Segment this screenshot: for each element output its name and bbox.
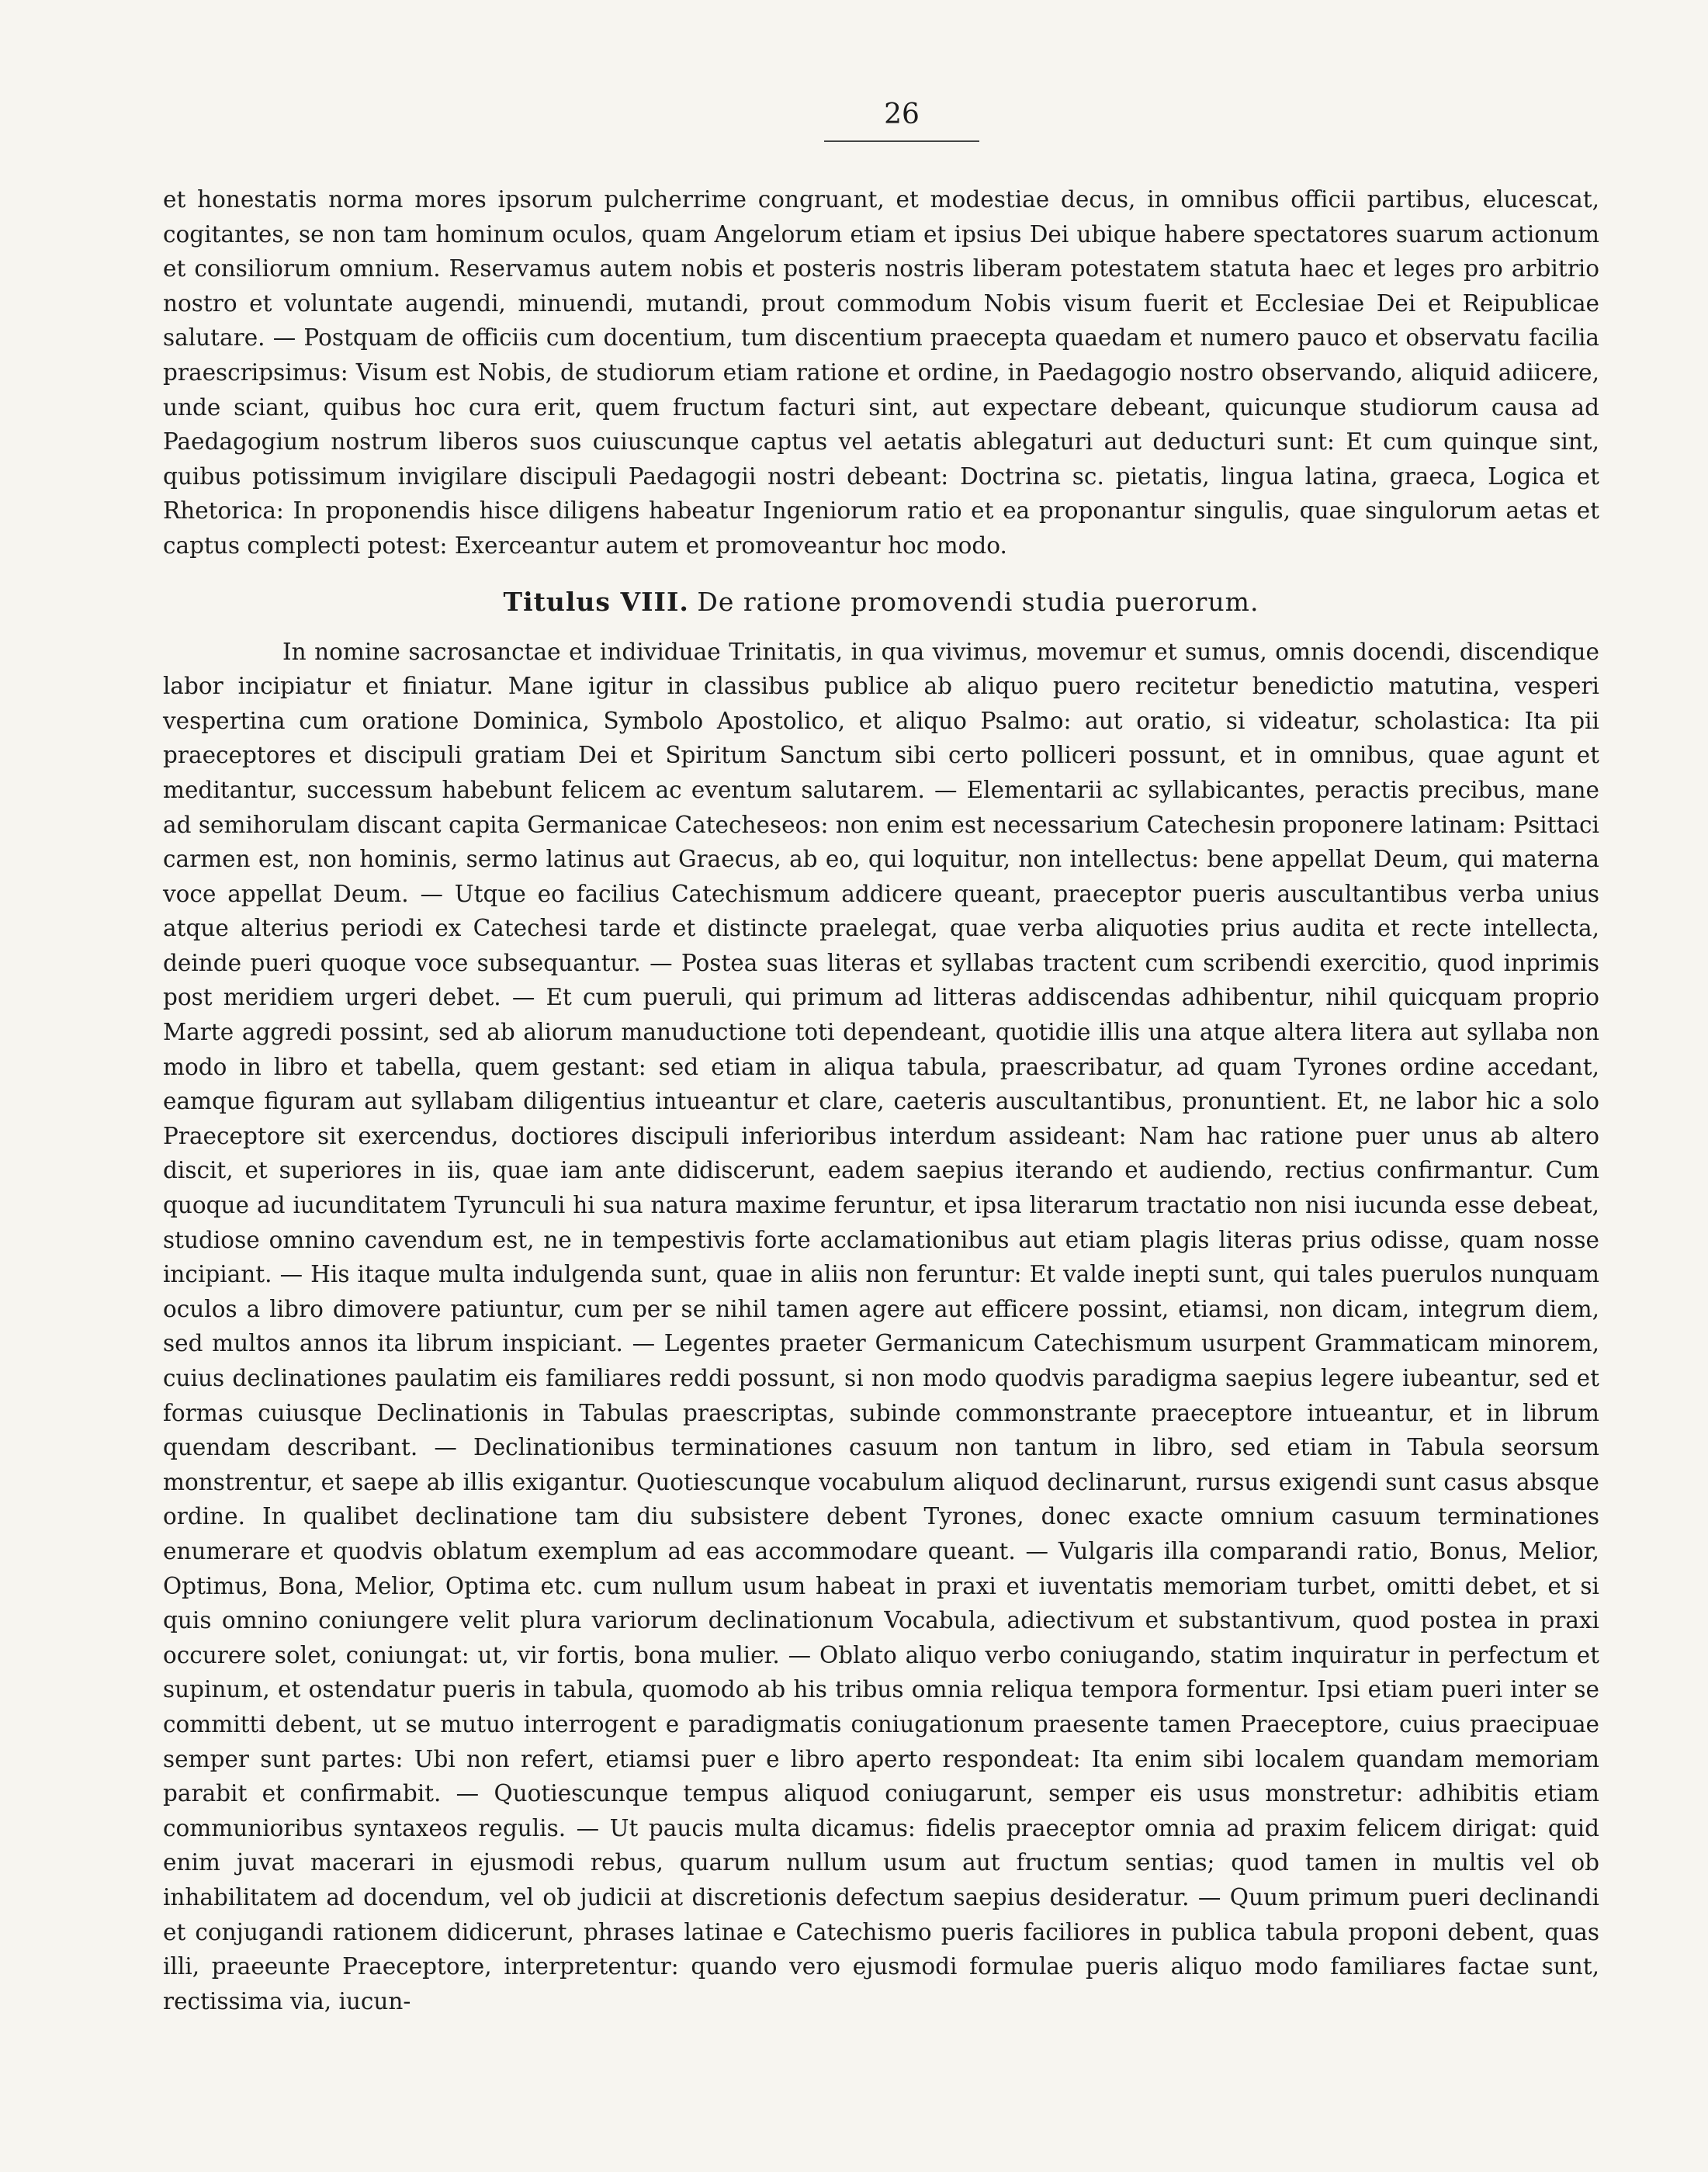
page-number: 26 bbox=[824, 97, 979, 142]
section-title-label: Titulus VIII. bbox=[503, 586, 689, 617]
section-title bbox=[163, 585, 1599, 619]
intro-paragraph: et honestatis norma mores ipsorum pulcherrime congruant, et modestiae decus, in omnibus officii partibus, elucescat, cogitantes, se non tam hominum oculos, quam Angelorum etiam et ipsius Dei ubique habere spectatores suarum actionum et consiliorum omnium. Reservamus autem nobis et posteris nostris liberam potestatem statuta haec et leges pro arbitrio nostro et voluntate augendi, minuendi, mutandi, prout commodum Nobis visum fuerit et Ecclesiae Dei et Reipublicae salutare. — Postquam de officiis cum docentium, tum discentium praecepta quaedam et numero pauco et observatu facilia praescripsimus: Visum est Nobis, de studiorum etiam ratione et ordine, in Paedagogio nostro observando, aliquid adiicere, unde sciant, quibus hoc cura erit, quem fructum facturi sint, aut expectare debeant, quicunque studiorum causa ad Paedagogium nostrum liberos suos cuiuscunque captus vel aetatis ablegaturi aut deducturi sunt: Et cum quinque sint, quibus potissimum invigilare discipuli Paedagogii nostri debeant: Doctrina sc. pietatis, lingua latina, graeca, Logica et Rhetorica: In proponendis hisce diligens habeatur Ingeniorum ratio et ea proponantur singulis, quae singulorum aetas et captus complecti potest: Exerceantur autem et promoveantur hoc modo. bbox=[163, 186, 1599, 559]
section-title-text: De ratione promovendi studia puerorum. bbox=[697, 586, 1259, 617]
main-paragraph: In nomine sacrosanctae et individuae Trinitatis, in qua vivimus, movemur et sumus, omnis docendi, discendique labor incipiatur et finiatur. Mane igitur in classibus publice ab aliquo puero recitetur benedictio matutina, vesperi vespertina cum oratione Dominica, Symbolo Apostolico, et aliquo Psalmo: aut oratio, si videatur, scholastica: Ita pii praeceptores et discipuli gratiam Dei et Spiritum Sanctum sibi certo polliceri possunt, et in omnibus, quae agunt et meditantur, successum habebunt felicem ac eventum salutarem. — Elementarii ac syllabicantes, peractis precibus, mane ad semihorulam discant capita Germanicae Catecheseos: non enim est necessarium Catechesin proponere latinam: Psittaci carmen est, non hominis, sermo latinus aut Graecus, ab eo, qui loquitur, non intellectus: bene appellat Deum, qui materna voce appellat Deum. — Utque eo facilius Catechismum addicere queant, praeceptor pueris auscultantibus verba unius atque alterius periodi ex Catechesi tarde et distincte praelegat, quae verba aliquoties prius audita et recte intellecta, deinde pueri quoque voce subsequantur. — Postea suas literas et syllabas tractent cum scribendi exercitio, quod inprimis post meridiem urgeri debet. — Et cum pueruli, qui primum ad litteras addiscendas adhibentur, nihil quicquam proprio Marte aggredi possint, sed ab aliorum manuductione toti dependeant, quotidie illis una atque altera litera aut syllaba non modo in libro et tabella, quem gestant: sed etiam in aliqua tabula, praescribatur, ad quam Tyrones ordine accedant, eamque figuram aut syllabam diligentius intueantur et clare, caeteris auscultantibus, pronuntient. Et, ne labor hic a solo Praeceptore sit exercendus, doctiores discipuli inferioribus interdum assideant: Nam hac ratione puer unus ab altero discit, et superiores in iis, quae iam ante didiscerunt, eadem saepius iterando et audiendo, rectius confirmantur. Cum quoque ad iucunditatem Tyrunculi hi sua natura maxime feruntur, et ipsa literarum tractatio non nisi iucunda esse debeat, studiose omnino cavendum est, ne in tempestivis forte acclamationibus aut etiam plagis literas prius odisse, quam nosse incipiant. — His itaque multa indulgenda sunt, quae in aliis non feruntur: Et valde inepti sunt, qui tales puerulos nunquam oculos a libro dimovere patiuntur, cum per se nihil tamen agere aut efficere possint, etiamsi, non dicam, integrum diem, sed multos annos ita librum inspiciant. — Legentes praeter Germanicum Catechismum usurpent Grammaticam minorem, cuius declinationes paulatim eis familiares reddi possunt, si non modo quodvis paradigma saepius legere iubeantur, sed et formas cuiusque Declinationis in Tabulas praescriptas, subinde commonstrante praeceptore intueantur, et in librum quendam describant. — Declinationibus terminationes casuum non tantum in libro, sed etiam in Tabula seorsum monstrentur, et saepe ab illis exigantur. Quotiescunque vocabulum aliquod declinarunt, rursus exigendi sunt casus absque ordine. In qualibet declinatione tam diu subsistere debent Tyrones, donec exacte omnium casuum terminationes enumerare et quodvis oblatum exemplum ad eas accommodare queant. — Vulgaris illa comparandi ratio, Bonus, Melior, Optimus, Bona, Melior, Optima etc. cum nullum usum habeat in praxi et iuventatis memoriam turbet, omitti debet, et si quis omnino coniungere velit plura variorum declinationum Vocabula, adiectivum et substantivum, quod postea in praxi occurere solet, coniungat: ut, vir fortis, bona mulier. — Oblato aliquo verbo coniugando, statim inquiratur in perfectum et supinum, et ostendatur pueris in tabula, quomodo ab his tribus omnia reliqua tempora formentur. Ipsi etiam pueri inter se committi debent, ut se mutuo interrogent e paradigmatis coniugationum praesente tamen Praeceptore, cuius praecipuae semper sunt partes: Ubi non refert, etiamsi puer e libro aperto respondeat: Ita enim sibi localem quandam memoriam parabit et confirmabit. — Quotiescunque tempus aliquod coniugarunt, semper eis usus monstretur: adhibitis etiam communioribus syntaxeos regulis. — Ut paucis multa dicamus: fidelis praeceptor omnia ad praxim felicem dirigat: quid enim juvat macerari in ejusmodi rebus, quarum nullum usum aut fructum sentias; quod tamen in multis vel ob inhabilitatem ad docendum, vel ob judicii at discretionis defectum saepius desideratur. — Quum primum pueri declinandi et conjugandi rationem didicerunt, phrases latinae e Catechismo pueris faciliores in publica tabula proponi debent, quas illi, praeeunte Praeceptore, interpretentur: quando vero ejusmodi formulae pueris aliquo modo familiares factae sunt, rectissima via, iucun- bbox=[163, 638, 1599, 2014]
